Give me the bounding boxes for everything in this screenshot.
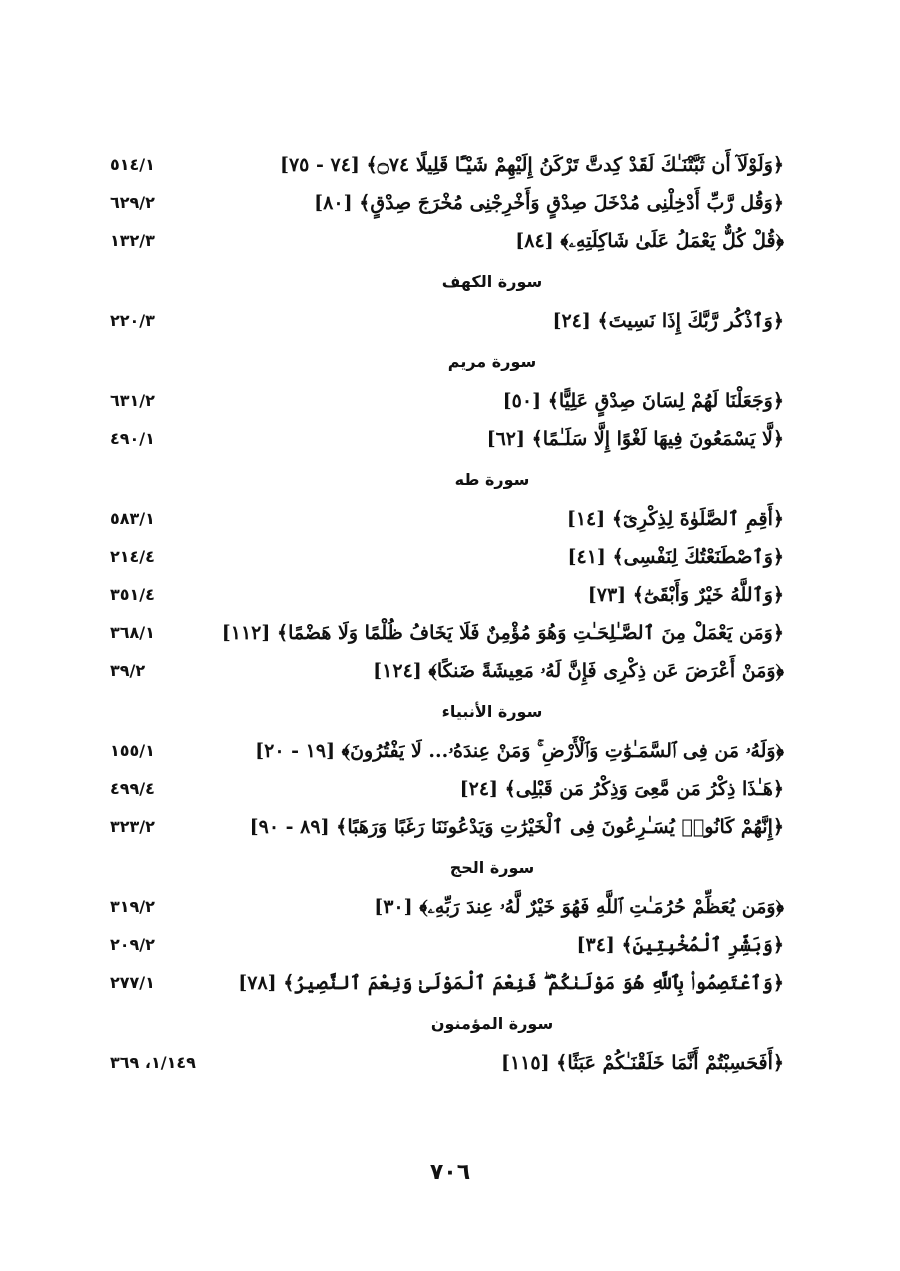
verse-entry-row: [110, 964, 784, 1001]
verse-entry-row: [110, 146, 784, 183]
volume-page-reference: ٦٣١/٢: [110, 391, 155, 410]
verse-text: ﴿وَٱصْطَنَعْتُكَ لِنَفْسِى﴾ [٤١]: [567, 545, 784, 568]
volume-page-reference: ١/١٤٩، ٣٦٩: [110, 1053, 196, 1072]
volume-page-reference: ٢٧٧/١: [110, 973, 155, 992]
verse-entry-row: [110, 1044, 784, 1081]
volume-page-reference: ٢٠٩/٢: [110, 935, 155, 954]
verse-entry-row: [110, 888, 784, 925]
verse-entry-row: [110, 576, 784, 613]
verse-text: ﴿وَٱذْكُر رَّبَّكَ إِذَا نَسِيتَ﴾ [٢٤]: [552, 309, 784, 332]
volume-page-reference: ١٥٥/١: [110, 741, 155, 760]
volume-page-reference: ٣٩/٢: [110, 661, 146, 680]
verse-entry-row: [110, 222, 784, 259]
surah-heading: سورة مريم: [447, 351, 537, 371]
volume-page-reference: ١٣٢/٣: [110, 231, 155, 250]
verse-text: ﴿أَقِمِ ٱلصَّلَوٰةَ لِذِكْرِىٓ﴾ [١٤]: [566, 507, 784, 530]
surah-heading: سورة الحج: [449, 857, 535, 877]
verse-text: ﴿وَبَشِّرِ ٱلْمُخْبِتِينَ﴾ [٣٤]: [576, 933, 784, 956]
verse-text: ﴿قُلْ كُلٌّ يَعْمَلُ عَلَىٰ شَاكِلَتِهِۦ﴾ [٨٤]: [515, 229, 784, 252]
verse-text: ﴿إِنَّهُمْ كَانُوا۟ يُسَـٰرِعُونَ فِى ٱلْخَيْرَٰتِ وَيَدْعُونَنَا رَغَبًا وَرَهَبًا﴾ [٨٩ - ٩٠]: [249, 815, 784, 838]
verse-index-list: [110, 146, 784, 1082]
verse-entry-row: [110, 652, 784, 689]
volume-page-reference: ٥١٤/١: [110, 155, 155, 174]
verse-entry-row: [110, 538, 784, 575]
verse-text: ﴿وَٱللَّهُ خَيْرٌ وَأَبْقَىٰٓ﴾ [٧٣]: [587, 583, 784, 606]
volume-page-reference: ٥٨٣/١: [110, 509, 155, 528]
volume-page-reference: ٣١٩/٢: [110, 897, 155, 916]
verse-entry-row: [110, 302, 784, 339]
volume-page-reference: ٤٩٠/١: [110, 429, 155, 448]
verse-text: ﴿وَجَعَلْنَا لَهُمْ لِسَانَ صِدْقٍ عَلِيًّا﴾ [٥٠]: [502, 389, 784, 412]
verse-entry-row: [110, 420, 784, 457]
verse-text: ﴿وَلَوْلَآ أَن ثَبَّتْنَـٰكَ لَقَدْ كِدتَّ تَرْكَنُ إِلَيْهِمْ شَيْـًٔا قَلِيلًا ۝٧٤﴾ [٧٤ - ٧٥]: [279, 153, 784, 176]
verse-text: ﴿هَـٰذَا ذِكْرُ مَن مَّعِىَ وَذِكْرُ مَن قَبْلِى﴾ [٢٤]: [459, 777, 784, 800]
verse-entry-row: [110, 808, 784, 845]
verse-text: ﴿وَقُل رَّبِّ أَدْخِلْنِى مُدْخَلَ صِدْقٍ وَأَخْرِجْنِى مُخْرَجَ صِدْقٍ﴾ [٨٠]: [314, 191, 784, 214]
surah-heading: سورة الكهف: [441, 271, 543, 291]
verse-entry-row: [110, 184, 784, 221]
verse-text: ﴿أَفَحَسِبْتُمْ أَنَّمَا خَلَقْنَـٰكُمْ عَبَثًا﴾ [١١٥]: [500, 1051, 784, 1074]
verse-entry-row: [110, 614, 784, 651]
volume-page-reference: ٢١٤/٤: [110, 547, 155, 566]
surah-heading: سورة المؤمنون: [430, 1013, 554, 1033]
volume-page-reference: ٣٦٨/١: [110, 623, 155, 642]
verse-text: ﴿وَمَنْ أَعْرَضَ عَن ذِكْرِى فَإِنَّ لَهُۥ مَعِيشَةً ضَنكًا﴾ [١٢٤]: [373, 659, 784, 682]
volume-page-reference: ٦٢٩/٢: [110, 193, 155, 212]
verse-entry-row: [110, 770, 784, 807]
page-number: ٧٠٦: [429, 1160, 471, 1185]
verse-entry-row: [110, 382, 784, 419]
verse-text: ﴿وَٱعْتَصِمُوا۟ بِٱللَّهِ هُوَ مَوْلَىٰكُمْ ۖ فَنِعْمَ ٱلْمَوْلَىٰ وَنِعْمَ ٱلنَّصِيرُ﴾ [٧٨]: [238, 971, 784, 994]
verse-entry-row: [110, 500, 784, 537]
volume-page-reference: ٣٢٣/٢: [110, 817, 155, 836]
volume-page-reference: ٤٩٩/٤: [110, 779, 155, 798]
volume-page-reference: ٣٥١/٤: [110, 585, 155, 604]
verse-entry-row: [110, 732, 784, 769]
verse-text: ﴿لَّا يَسْمَعُونَ فِيهَا لَغْوًا إِلَّا سَلَـٰمًا﴾ [٦٢]: [486, 427, 784, 450]
verse-entry-row: [110, 926, 784, 963]
verse-text: ﴿وَمَن يَعْمَلْ مِنَ ٱلصَّـٰلِحَـٰتِ وَهُوَ مُؤْمِنٌ فَلَا يَخَافُ ظُلْمًا وَلَا هَضْمًا﴾ [١١٢]: [221, 621, 784, 644]
volume-page-reference: ٢٢٠/٣: [110, 311, 155, 330]
surah-heading: سورة طه: [454, 469, 530, 489]
surah-heading: سورة الأنبياء: [441, 701, 543, 721]
verse-text: ﴿وَمَن يُعَظِّمْ حُرُمَـٰتِ ٱللَّهِ فَهُوَ خَيْرٌ لَّهُۥ عِندَ رَبِّهِۦ﴾ [٣٠]: [374, 895, 784, 918]
verse-text: ﴿وَلَهُۥ مَن فِى ٱلسَّمَـٰوَٰتِ وَٱلْأَرْضِ ۚ وَمَنْ عِندَهُۥ... لَا يَفْتُرُونَ﴾ [١٩ - ٢٠]: [255, 739, 784, 762]
